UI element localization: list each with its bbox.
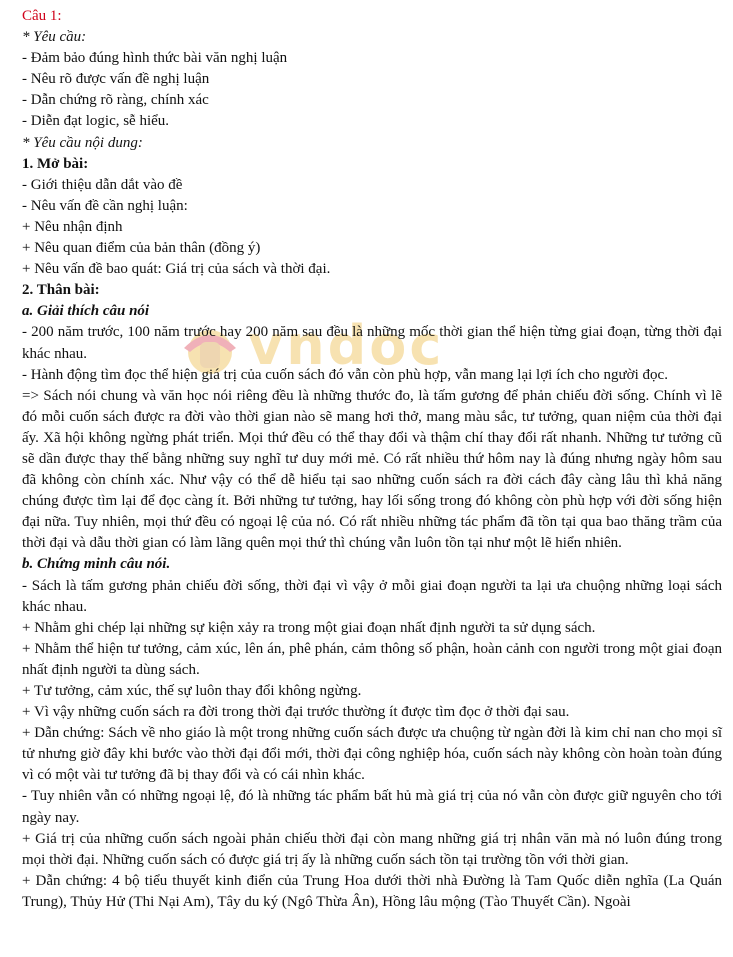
paragraph: - Sách là tấm gương phản chiếu đời sống, thời đại vì vậy ở mỗi giai đoạn người ta lại ưa chuộng những loại sách khác nhau. [22, 577, 722, 615]
list-item: - Đảm bảo đúng hình thức bài văn nghị luận [22, 50, 288, 67]
list-item: - Diễn đạt logic, sễ hiểu. [22, 113, 170, 130]
section-b-title: b. Chứng minh câu nói. [22, 556, 171, 573]
list-item: + Nêu nhận định [22, 218, 123, 235]
paragraph: + Nhằm ghi chép lại những sự kiện xảy ra trong một giai đoạn nhất định người ta sử dụng sách. [22, 619, 596, 636]
paragraph: + Giá trị của những cuốn sách ngoài phản chiếu thời đại còn mang những giá trị nhân văn mà nó luôn đúng trong mọi thời đại. Những cuốn sách có được giá trị ấy là những cuốn sách tồn tại trường tồn với thời gian. [22, 830, 722, 868]
section-a-content [22, 322, 722, 554]
intro-title: 1. Mở bài: [22, 155, 89, 172]
paragraph: => Sách nói chung và văn học nói riêng đều là những thước đo, là tấm gương để phản chiếu đời sống. Chính vì lẽ đó mỗi cuốn sách được ra đời vào thời gian nào sẽ mang hơi thở, mang màu sắc, tư tưởng, quan niệm của thời đại ấy. Xã hội không ngừng phát triển. Mọi thứ đều có thể thay đổi và thậm chí thay đổi rất nhanh. Những tư tưởng cũ sẽ dần được thay thế bằng những suy nghĩ tư duy mới mẻ. Có rất nhiều thứ hôm nay là đúng nhưng ngày hôm sau đã không còn chính xác. Như vậy có thể dễ hiểu tại sao những cuốn sách ra đời cách đây càng lâu thì khả năng chúng được tìm lại để đọc càng ít. Bởi những tư tưởng, hay lối sống trong đó không còn phù hợp với đời sống hiện đại nữa. Tuy nhiên, mọi thứ đều có ngoại lệ của nó. Có rất nhiều những tác phẩm đã tồn tại qua bao thăng trầm của thời đại và dẫu thời gian có làm lãng quên mọi thứ thì chúng vẫn luôn tồn tại như một lẽ hiển nhiên. [22, 387, 722, 552]
form-requirements-list [22, 48, 722, 132]
list-item: + Nêu vấn đề bao quát: Giá trị của sách và thời đại. [22, 261, 331, 278]
paragraph: - 200 năm trước, 100 năm trước hay 200 năm sau đều là những mốc thời gian thể hiện từng giai đoạn, từng thời đại khác nhau. [22, 324, 722, 362]
list-item: + Nêu quan điểm của bản thân (đồng ý) [22, 240, 261, 257]
question-heading: Câu 1: [22, 8, 62, 24]
body-title: 2. Thân bài: [22, 282, 100, 299]
section-b-content [22, 576, 722, 914]
list-item: - Dẫn chứng rõ ràng, chính xác [22, 92, 209, 109]
document-page [22, 6, 722, 913]
section-a-title: a. Giải thích câu nói [22, 303, 150, 320]
paragraph: + Vì vậy những cuốn sách ra đời trong thời đại trước thường ít được tìm đọc ở thời đại sau. [22, 704, 570, 721]
list-item: - Nêu rõ được vấn đề nghị luận [22, 71, 210, 88]
paragraph: + Dẫn chứng: Sách về nho giáo là một trong những cuốn sách được ưa chuộng từ ngàn đời là kim chỉ nan cho mọi sĩ tử nhưng giờ đây khi bước vào thời đại đổi mới, thời đại công nghiệp hóa, cuốn sách này không còn hoàn toàn đúng vì có một vài tư tưởng đã bị thay đổi và có cái nhìn khác. [22, 725, 722, 784]
list-item: - Nêu vấn đề cần nghị luận: [22, 197, 188, 214]
content-requirements-title: * Yêu cầu nội dung: [22, 134, 143, 151]
paragraph: + Tư tưởng, cảm xúc, thế sự luôn thay đổi không ngừng. [22, 683, 362, 699]
list-item: - Giới thiệu dẫn dắt vào đề [22, 176, 183, 193]
intro-list [22, 175, 722, 280]
paragraph: + Nhằm thể hiện tư tưởng, cảm xúc, lên án, phê phán, cảm thông số phận, hoàn cảnh con người trong một giai đoạn nhất định người ta dùng sách. [22, 640, 722, 678]
paragraph: - Tuy nhiên vẫn có những ngoại lệ, đó là những tác phẩm bất hủ mà giá trị của nó vẫn còn được giữ nguyên cho tới ngày nay. [22, 788, 722, 826]
watermark-text: vndoc [248, 314, 445, 377]
form-requirements-title: * Yêu cầu: [22, 29, 87, 46]
paragraph: - Hành động tìm đọc thể hiện giá trị của cuốn sách đó vẫn còn phù hợp, vẫn mang lại lợi ích cho người đọc. [22, 366, 668, 383]
paragraph: + Dẫn chứng: 4 bộ tiểu thuyết kinh điển của Trung Hoa dưới thời nhà Đường là Tam Quốc diễn nghĩa (La Quán Trung), Thủy Hử (Thi Nại Am), Tây du ký (Ngô Thừa Ân), Hồng lâu mộng (Tào Thuyết Cần). Ngoài [22, 872, 722, 910]
